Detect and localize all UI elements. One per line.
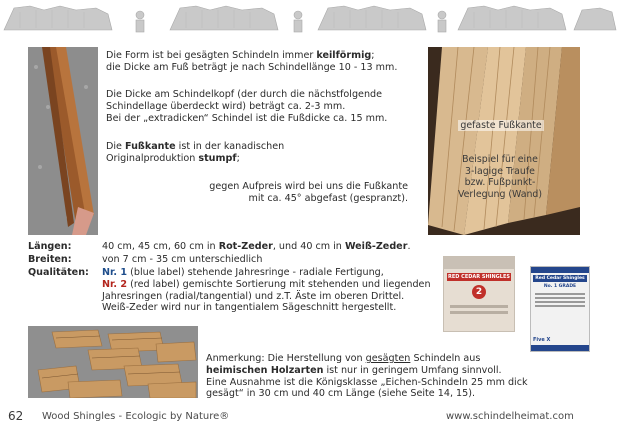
- keyword-bold: Fußkante: [125, 141, 176, 152]
- red-label-number: 2: [472, 285, 486, 299]
- spec-label: Längen:: [28, 241, 72, 252]
- text-span: Die Form ist bei gesägten Schindeln immer: [106, 50, 317, 61]
- text-span: , und 40 cm in: [272, 241, 345, 252]
- shingle-edge-photo: [28, 47, 98, 235]
- text-span: Anmerkung: Die Herstellung von: [206, 353, 366, 364]
- red-label-image: [443, 256, 515, 332]
- label-text: Beispiel für eine: [462, 154, 538, 165]
- text-span: (red label) gemischte Sortierung mit stehenden und liegenden: [127, 278, 431, 290]
- wall-shingles-photo: [428, 47, 580, 235]
- blue-label-title: Red Cedar Shingles: [533, 275, 587, 282]
- footer-website[interactable]: www.schindelheimat.com: [446, 411, 574, 422]
- keyword-bold: keilförmig: [316, 50, 372, 61]
- keyword-underline: gesägten: [365, 353, 411, 364]
- blue-label-grade: No. 1 GRADE: [543, 284, 577, 289]
- label-text: bzw. Fußpunkt-: [464, 177, 536, 189]
- keyword-bold: heimischen Holzarten: [206, 364, 324, 376]
- text-line: mit ca. 45° abgefast (gespranzt).: [248, 192, 408, 204]
- specs-widths: [28, 254, 448, 266]
- intro-paragraph-4: [150, 181, 408, 205]
- label-chamfered-edge: [446, 120, 556, 132]
- specs-qualities: [28, 267, 448, 314]
- spec-label: Breiten:: [28, 254, 72, 265]
- text-span: 40 cm, 45 cm, 60 cm in: [102, 241, 219, 252]
- shingle-bundles-photo: [28, 326, 198, 398]
- label-text: Verlegung (Wand): [457, 188, 543, 200]
- text-line: Eine Ausnahme ist die Königsklasse „Eichen-Schindeln 25 mm dick: [206, 376, 528, 388]
- text-line: gesägt“ in 30 cm und 40 cm Länge (siehe Seite 14, 15).: [206, 388, 476, 400]
- text-span: ;: [371, 50, 375, 61]
- text-line: Die Dicke am Schindelkopf (der durch die nächstfolgende: [106, 89, 383, 100]
- footer-brand: Wood Shingles - Ecologic by Nature®: [42, 411, 230, 422]
- red-label-title: RED CEDAR SHINGLES: [448, 274, 510, 280]
- text-span: Originalproduktion: [106, 152, 199, 164]
- text-span: von 7 cm - 35 cm unterschiedlich: [102, 254, 263, 265]
- grade-1-label: Nr. 1: [102, 267, 128, 278]
- text-line: Weiß-Zeder wird nur in tangentialem Sägeschnitt hergestellt.: [102, 302, 397, 314]
- spec-label: Qualitäten:: [28, 267, 89, 278]
- text-span: ist nur in geringem Umfang sinnvoll.: [323, 364, 502, 376]
- specs-lengths: [28, 241, 448, 253]
- text-line: Schindellage überdeckt wird) beträgt ca. 2-3 mm.: [106, 100, 346, 112]
- text-span: ;: [236, 152, 240, 164]
- keyword-bold: Weiß-Zeder: [344, 241, 408, 252]
- text-span: (blue label) stehende Jahresringe - radiale Fertigung,: [127, 267, 384, 278]
- text-span: .: [407, 241, 411, 252]
- text-line: Bei der „extradicken“ Schindel ist die Fußdicke ca. 15 mm.: [106, 112, 388, 124]
- label-text: 3-lagige Traufe: [465, 165, 535, 177]
- intro-paragraph-1: [106, 50, 436, 74]
- label-text: gefaste Fußkante: [460, 120, 542, 131]
- grade-2-label: Nr. 2: [102, 278, 128, 290]
- keyword-bold: Rot-Zeder: [218, 241, 273, 252]
- intro-paragraph-2: [106, 89, 436, 124]
- text-span: ist in der kanadischen: [175, 141, 285, 152]
- intro-paragraph-3: [106, 141, 436, 165]
- text-line: die Dicke am Fuß beträgt je nach Schindellänge 10 - 13 mm.: [106, 61, 398, 73]
- decorative-banner: [0, 0, 619, 40]
- keyword-bold: stumpf: [198, 152, 237, 164]
- note-paragraph: [206, 353, 536, 400]
- text-span: Die: [106, 141, 126, 152]
- text-line: gegen Aufpreis wird bei uns die Fußkante: [209, 181, 408, 192]
- page-number: 62: [8, 409, 24, 423]
- text-span: Schindeln aus: [410, 353, 481, 364]
- blue-label-image: [530, 266, 590, 352]
- blue-label-brand: Five X: [533, 337, 551, 343]
- text-line: Jahresringen (radial/tangential) und z.T. Äste im oberen Drittel.: [102, 290, 405, 302]
- label-example-eaves: [440, 154, 560, 200]
